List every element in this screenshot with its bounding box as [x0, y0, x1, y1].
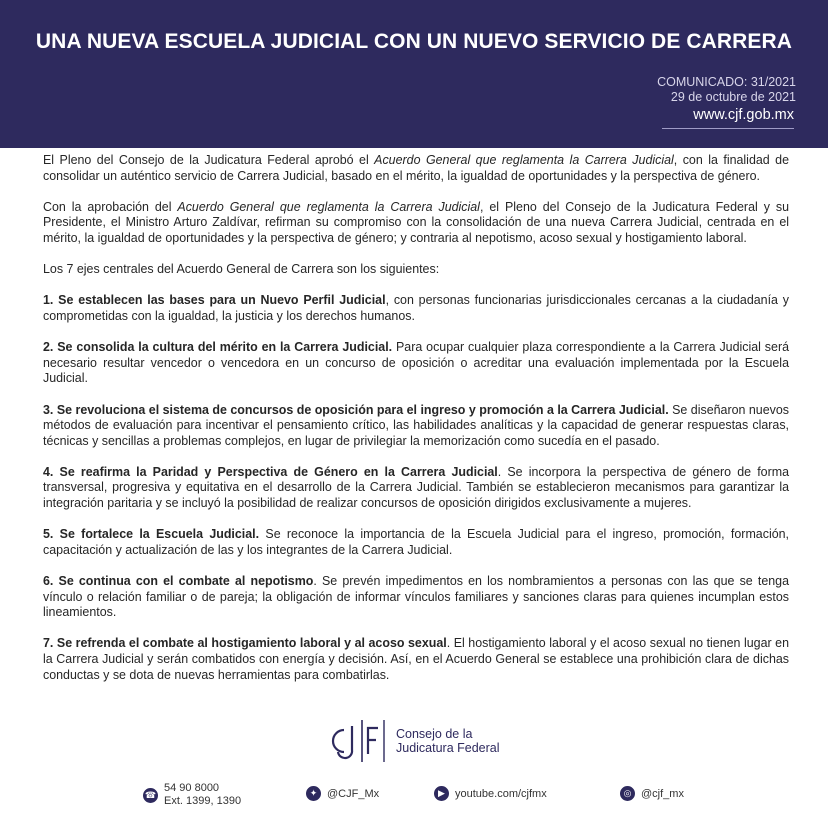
cjf-logo-text	[396, 727, 500, 755]
paragraph-intro	[43, 153, 789, 184]
axis-text: . Se incorpora la perspectiva de género de forma transversal, progresiva y equitativa en el desarrollo de la Carrera Judicial. También se establecieron mecanismos para garantizar la integración paritaria y se incluyó la posibilidad de realizar concursos de oposición dirigidos exclusivamente a mujeres.	[43, 464, 789, 511]
axis-title: 1. Se establecen las bases para un Nuevo Perfil Judicial	[43, 293, 386, 308]
axis-text: Se diseñaron nuevos métodos de evaluación para incentivar el pensamiento crítico, las habilidades analíticas y la capacidad de generar respuestas claras, técnicas y sencillas a problemas complejos, en lugar de privilegiar la memorización como sucedía en el pasado.	[43, 402, 789, 448]
page-title: UNA NUEVA ESCUELA JUDICIAL CON UN NUEVO SERVICIO DE CARRERA	[35, 30, 793, 53]
axis-item-3	[43, 403, 789, 450]
axis-title: 2. Se consolida la cultura del mérito en la Carrera Judicial.	[43, 340, 393, 355]
twitter-handle[interactable]: @CJF_Mx	[327, 787, 380, 800]
header-banner	[0, 0, 828, 148]
paragraph-axes-intro: Los 7 ejes centrales del Acuerdo General de Carrera son los siguientes:	[43, 262, 440, 277]
logo-line-2: Judicatura Federal	[396, 741, 500, 755]
approval-text-b: , el Pleno del Consejo de la Judicatura Federal y su Presidente, el Ministro Arturo Zaldívar, refirman su compromiso con la consolidación de una nueva Carrera Judicial, centrada en el mérito, la igualdad de oportunidades y la perspectiva de género; y contraria al nepotismo, acoso sexual y hostigamiento laboral.	[43, 199, 789, 245]
release-meta	[657, 75, 796, 105]
phone-number: 54 90 8000	[164, 782, 220, 794]
axis-item-1	[43, 293, 789, 324]
axis-title: 4. Se reafirma la Paridad y Perspectiva de Género en la Carrera Judicial	[43, 464, 498, 479]
cjf-logo-mark	[322, 716, 390, 766]
axis-item-7	[43, 636, 789, 683]
approval-text-a: Con la aprobación del	[43, 199, 178, 214]
axis-text: Se reconoce la importancia de la Escuela Judicial para el ingreso, promoción, formación, capacitación y actualización de las y los integrantes de la Carrera Judicial.	[43, 527, 789, 557]
axis-item-4	[43, 465, 789, 512]
comunicado-number: COMUNICADO: 31/2021	[657, 75, 796, 89]
axis-title: 5. Se fortalece la Escuela Judicial.	[43, 527, 260, 542]
footer-twitter[interactable]	[306, 786, 379, 801]
footer-youtube[interactable]	[434, 786, 547, 801]
axis-text: , con personas funcionarias jurisdiccionales cercanas a la ciudadanía y comprometidas con la igualdad, la justicia y los derechos humanos.	[43, 293, 789, 323]
intro-text-b: , con la finalidad de consolidar un auténtico servicio de Carrera Judicial, basado en el mérito, la igualdad de oportunidades y la perspectiva de género.	[43, 153, 789, 183]
approval-agreement-title: Acuerdo General que reglamenta la Carrera Judicial	[177, 199, 480, 214]
axis-title: 6. Se continua con el combate al nepotismo	[43, 574, 314, 589]
phone-icon: ☎	[143, 788, 158, 803]
phone-extension: Ext. 1399, 1390	[164, 795, 242, 807]
axis-item-5	[43, 527, 789, 558]
instagram-handle[interactable]: @cjf_mx	[641, 787, 684, 800]
website-link[interactable]: www.cjf.gob.mx	[693, 107, 794, 123]
cjf-logo	[322, 716, 582, 766]
youtube-icon: ▶	[434, 786, 449, 801]
paragraph-approval	[43, 200, 789, 247]
axis-item-6	[43, 574, 789, 621]
axis-title: 3. Se revoluciona el sistema de concursos de oposición para el ingreso y promoción a la Carrera Judicial.	[43, 402, 669, 417]
axis-text: . Se prevén impedimentos en los nombramientos a personas con las que se tenga vínculo o relación familiar o de pareja; la obligación de informar vínculos familiares y sanciones claras para quienes incumplan estos lineamientos.	[43, 574, 789, 620]
axis-text: Para ocupar cualquier plaza correspondiente a la Carrera Judicial será necesario resultar vencedor o vencedora en un concurso de oposición o acreditar una evaluación implementada por la Escuela Judicial.	[43, 340, 789, 386]
footer-contacts	[0, 780, 828, 814]
intro-agreement-title: Acuerdo General que reglamenta la Carrera Judicial	[374, 153, 674, 167]
header-divider	[662, 128, 794, 129]
intro-text-a: El Pleno del Consejo de la Judicatura Federal aprobó el	[43, 153, 375, 167]
twitter-icon: ✦	[306, 786, 321, 801]
instagram-icon: ◎	[620, 786, 635, 801]
release-date: 29 de octubre de 2021	[670, 90, 796, 104]
logo-line-1: Consejo de la	[396, 727, 473, 741]
footer-phone	[143, 782, 241, 808]
axis-item-2	[43, 340, 789, 387]
axis-text: . El hostigamiento laboral y el acoso sexual no tienen lugar en la Carrera Judicial y serán combatidos con energía y decisión. Así, en el Acuerdo General se establece una prohibición clara de dichas conductas y se dota de nuevas herramientas para combatirlas.	[43, 636, 789, 682]
axis-title: 7. Se refrenda el combate al hostigamiento laboral y al acoso sexual	[43, 636, 447, 651]
footer-instagram[interactable]	[620, 786, 684, 801]
document-body	[43, 153, 789, 691]
youtube-link[interactable]: youtube.com/cjfmx	[455, 787, 547, 800]
